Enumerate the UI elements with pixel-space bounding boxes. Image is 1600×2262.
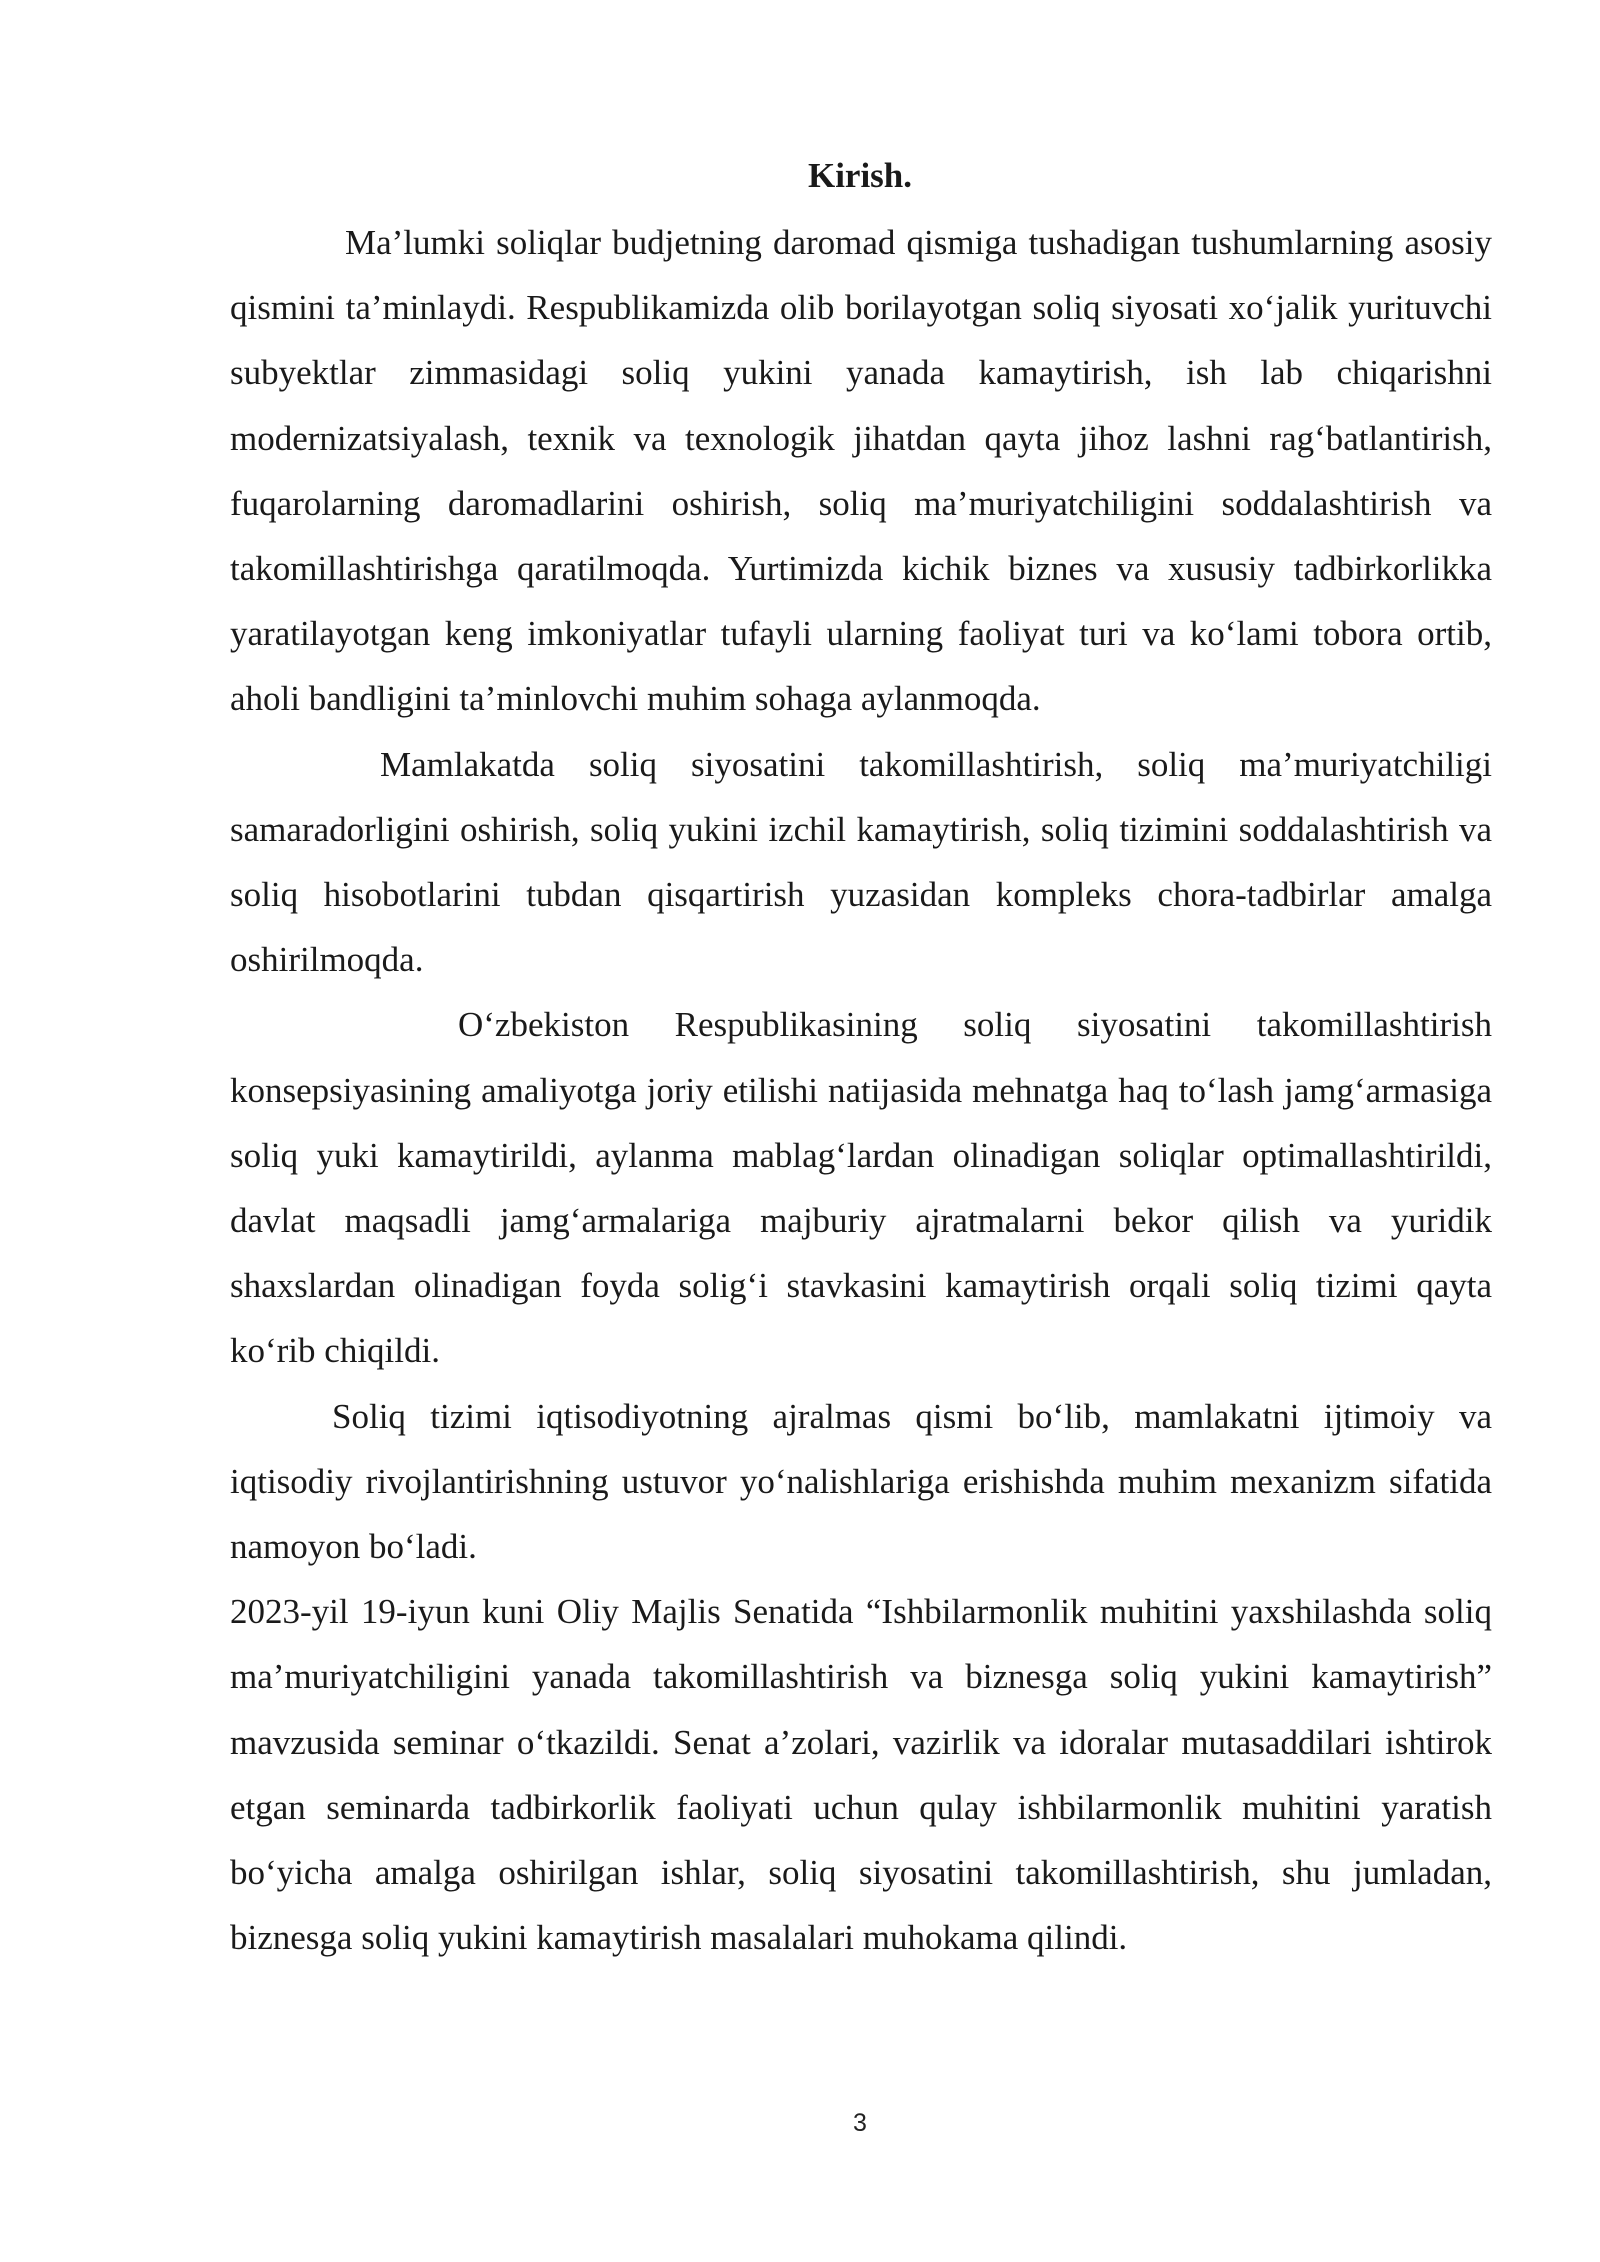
- section-title: Kirish.: [807, 156, 913, 195]
- paragraph-5: 2023-yil 19-iyun kuni Oliy Majlis Senatida “Ishbilarmonlik muhitini yaxshilashda soliq ma’muriyatchiligini yanada takomillashtirish va biznesga soliq yukini kamaytirish” mavzusida seminar o‘tkazildi. Senat a’zolari, vazirlik va idoralar mutasaddilari ishtirok etgan seminarda tadbirkorlik faoliyati uchun qulay ishbilarmonlik muhitini yaratish bo‘yicha amalga oshirilgan ishlar, soliq siyosatini takomillashtirish, shu jumladan, biznesga soliq yukini kamaytirish masalalari muhokama qilindi.: [230, 1592, 1492, 1958]
- paragraph-1: Ma’lumki soliqlar budjetning daromad qismiga tushadigan tushumlarning asosiy qismini ta’minlaydi. Respublikamizda olib borilayotgan soliq siyosati xo‘jalik yurituvchi subyektlar zimmasidagi soliq yukini yanada kamaytirish, ish lab chiqarishni modernizatsiyalash, texnik va texnologik jihatdan qayta jihoz lashni rag‘batlantirish, fuqarolarning daromadlarini oshirish, soliq ma’muriyatchiligini soddalashtirish va takomillashtirishga qaratilmoqda. Yurtimizda kichik biznes va xususiy tadbirkorlikka yaratilayotgan keng imkoniyatlar tufayli ularning faoliyat turi va ko‘lami tobora ortib, aholi bandligini ta’minlovchi muhim sohaga aylanmoqda.: [230, 223, 1492, 719]
- document-body: [230, 210, 1492, 1970]
- paragraph-4: Soliq tizimi iqtisodiyotning ajralmas qismi bo‘lib, mamlakatni ijtimoiy va iqtisodiy rivojlantirishning ustuvor yo‘nalishlariga erishishda muhim mexanizm sifatida namoyon bo‘ladi.: [230, 1396, 1492, 1567]
- paragraph-3: O‘zbekiston Respublikasining soliq siyosatini takomillashtirish konsepsiyasining amaliyotga joriy etilishi natijasida mehnatga haq to‘lash jamg‘armasiga soliq yuki kamaytirildi, aylanma mablag‘lardan olinadigan soliqlar optimallashtirildi, davlat maqsadli jamg‘armalariga majburiy ajratmalarni bekor qilish va yuridik shaxslardan olinadigan foyda solig‘i stavkasini kamaytirish orqali soliq tizimi qayta ko‘rib chiqildi.: [230, 1005, 1492, 1371]
- page-number: 3: [853, 2109, 867, 2137]
- paragraph-2: Mamlakatda soliq siyosatini takomillashtirish, soliq ma’muriyatchiligi samaradorligini oshirish, soliq yukini izchil kamaytirish, soliq tizimini soddalashtirish va soliq hisobotlarini tubdan qisqartirish yuzasidan kompleks chora-tadbirlar amalga oshirilmoqda.: [230, 744, 1492, 980]
